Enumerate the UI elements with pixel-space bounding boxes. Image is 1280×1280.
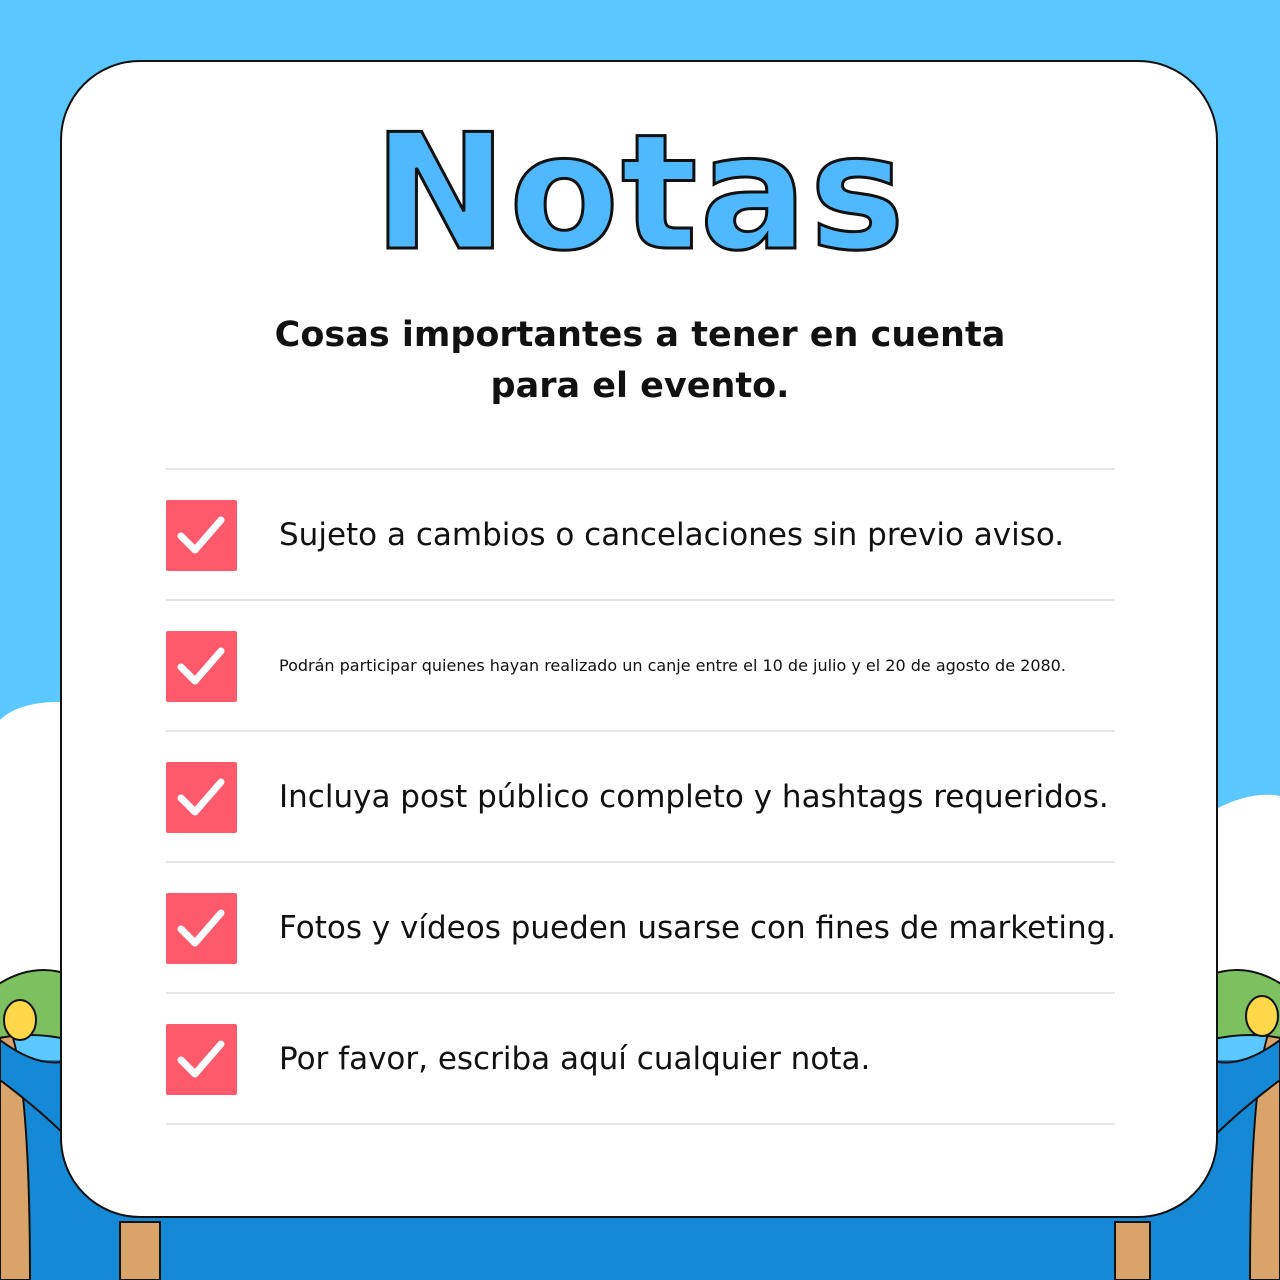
checkbox[interactable] (166, 1024, 237, 1095)
check-icon (176, 1036, 226, 1082)
list-item (166, 601, 1115, 732)
check-icon (176, 643, 226, 689)
checkbox[interactable] (166, 762, 237, 833)
note-text[interactable]: Por favor, escriba aquí cualquier nota. (279, 1040, 871, 1077)
page-title: Notas (373, 99, 907, 286)
note-text[interactable]: Incluya post público completo y hashtags requeridos. (279, 778, 1109, 815)
list-item (166, 863, 1115, 994)
note-text[interactable]: Podrán participar quienes hayan realizado un canje entre el 10 de julio y el 20 de agosto de 2080. (279, 656, 1066, 675)
list-item (166, 470, 1115, 601)
check-icon (176, 512, 226, 558)
checkbox[interactable] (166, 893, 237, 964)
list-item (166, 732, 1115, 863)
page-subtitle: Cosas importantes a tener en cuenta para el evento. (274, 315, 1006, 406)
check-icon (176, 905, 226, 951)
note-text[interactable]: Fotos y vídeos pueden usarse con fines de marketing. (279, 909, 1117, 946)
notes-list (166, 468, 1115, 1125)
note-text[interactable]: Sujeto a cambios o cancelaciones sin previo aviso. (279, 516, 1065, 553)
list-item (166, 994, 1115, 1125)
checkbox[interactable] (166, 500, 237, 571)
check-icon (176, 774, 226, 820)
checkbox[interactable] (166, 631, 237, 702)
